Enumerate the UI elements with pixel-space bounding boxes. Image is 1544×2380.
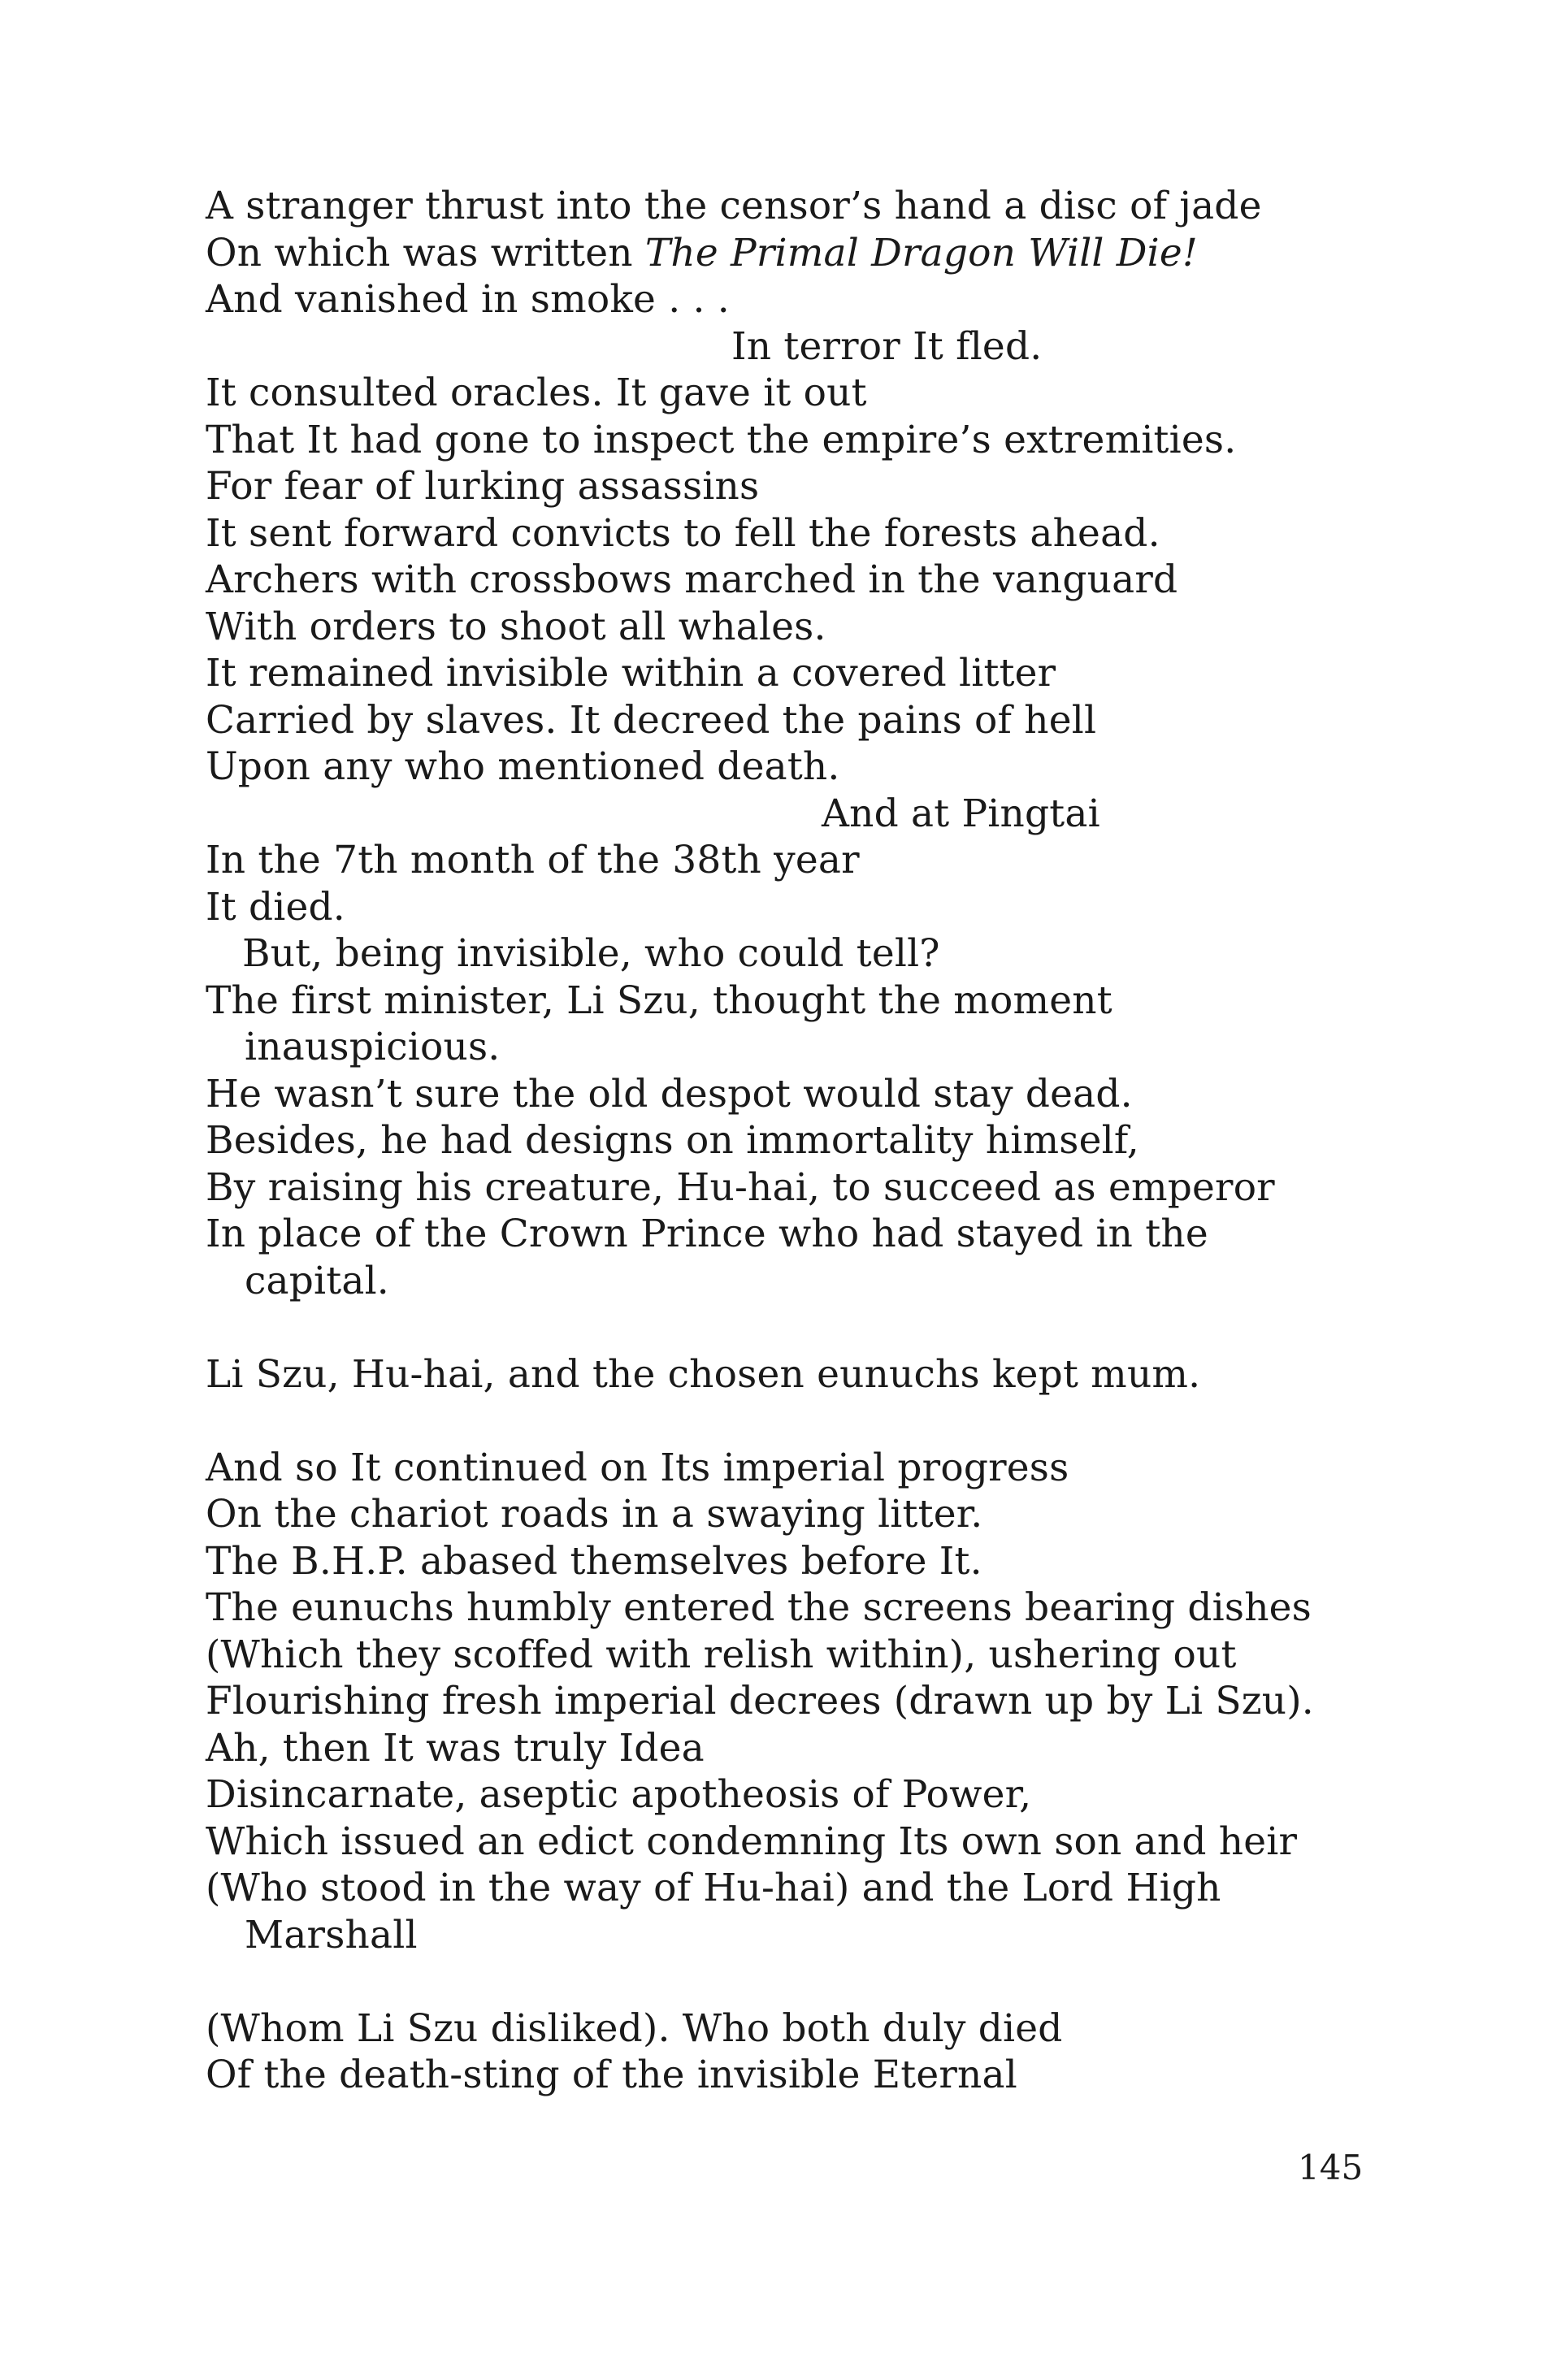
stanza-break bbox=[206, 1958, 1343, 2005]
verse-line: Archers with crossbows marched in the vanguard bbox=[206, 557, 1178, 602]
verse-line bbox=[206, 230, 1343, 277]
verse-line: For fear of lurking assassins bbox=[206, 464, 760, 509]
verse-line: On the chariot roads in a swaying litter. bbox=[206, 1492, 983, 1537]
verse-line: Of the death-sting of the invisible Eternal bbox=[206, 2053, 1017, 2097]
verse-line: Ah, then It was truly Idea bbox=[206, 1725, 705, 1771]
verse-line: The first minister, Li Szu, thought the moment bbox=[206, 978, 1112, 1023]
poem-text bbox=[206, 183, 1343, 2099]
verse-line-turnover: capital. bbox=[245, 1258, 389, 1303]
verse-line: Flourishing fresh imperial decrees (drawn up by Li Szu). bbox=[206, 1679, 1314, 1723]
verse-line: Carried by slaves. It decreed the pains of hell bbox=[206, 697, 1097, 743]
verse-line: With orders to shoot all whales. bbox=[206, 604, 826, 649]
verse-line: It remained invisible within a covered litter bbox=[206, 651, 1056, 696]
verse-line: (Whom Li Szu disliked). Who both duly died bbox=[206, 2005, 1063, 2051]
stanza-break bbox=[206, 1398, 1343, 1445]
verse-line: He wasn’t sure the old despot would stay dead. bbox=[206, 1071, 1133, 1116]
verse-line: (Who stood in the way of Hu-hai) and the Lord High bbox=[206, 1866, 1221, 1910]
verse-line-dropped: In terror It fled. bbox=[731, 323, 1043, 369]
verse-line: It died. bbox=[206, 884, 345, 930]
verse-line: It sent forward convicts to fell the forests ahead. bbox=[206, 510, 1160, 556]
verse-line: Which issued an edict condemning Its own son and heir bbox=[206, 1819, 1298, 1864]
verse-line: And vanished in smoke . . . bbox=[206, 277, 730, 322]
verse-line: The B.H.P. abased themselves before It. bbox=[206, 1538, 982, 1584]
verse-line: (Which they scoffed with relish within), ushering out bbox=[206, 1632, 1237, 1677]
verse-line: By raising his creature, Hu-hai, to succeed as emperor bbox=[206, 1164, 1275, 1210]
verse-line: That It had gone to inspect the empire’s extremities. bbox=[206, 417, 1237, 462]
verse-line: And so It continued on Its imperial progress bbox=[206, 1445, 1069, 1490]
verse-line-indented: But, being invisible, who could tell? bbox=[242, 931, 940, 976]
verse-line-italic-title: The Primal Dragon Will Die! bbox=[644, 230, 1199, 275]
verse-line-text: On which was written bbox=[206, 230, 645, 275]
verse-line: The eunuchs humbly entered the screens bearing dishes bbox=[206, 1585, 1312, 1630]
verse-line: In the 7th month of the 38th year bbox=[206, 838, 860, 882]
stanza-break bbox=[206, 1304, 1343, 1351]
verse-line: Besides, he had designs on immortality himself, bbox=[206, 1118, 1139, 1163]
verse-line-turnover: inauspicious. bbox=[245, 1025, 501, 1069]
verse-line: It consulted oracles. It gave it out bbox=[206, 371, 867, 415]
verse-line: In place of the Crown Prince who had stayed in the bbox=[206, 1212, 1208, 1256]
verse-line-dropped: And at Pingtai bbox=[822, 791, 1100, 836]
verse-line: Disincarnate, aseptic apotheosis of Power, bbox=[206, 1772, 1032, 1817]
page-number: 145 bbox=[1298, 2148, 1364, 2187]
verse-line: Li Szu, Hu-hai, and the chosen eunuchs kept mum. bbox=[206, 1351, 1201, 1397]
verse-line-turnover: Marshall bbox=[245, 1912, 418, 1957]
verse-line: A stranger thrust into the censor’s hand a disc of jade bbox=[206, 184, 1262, 228]
verse-line: Upon any who mentioned death. bbox=[206, 744, 840, 789]
